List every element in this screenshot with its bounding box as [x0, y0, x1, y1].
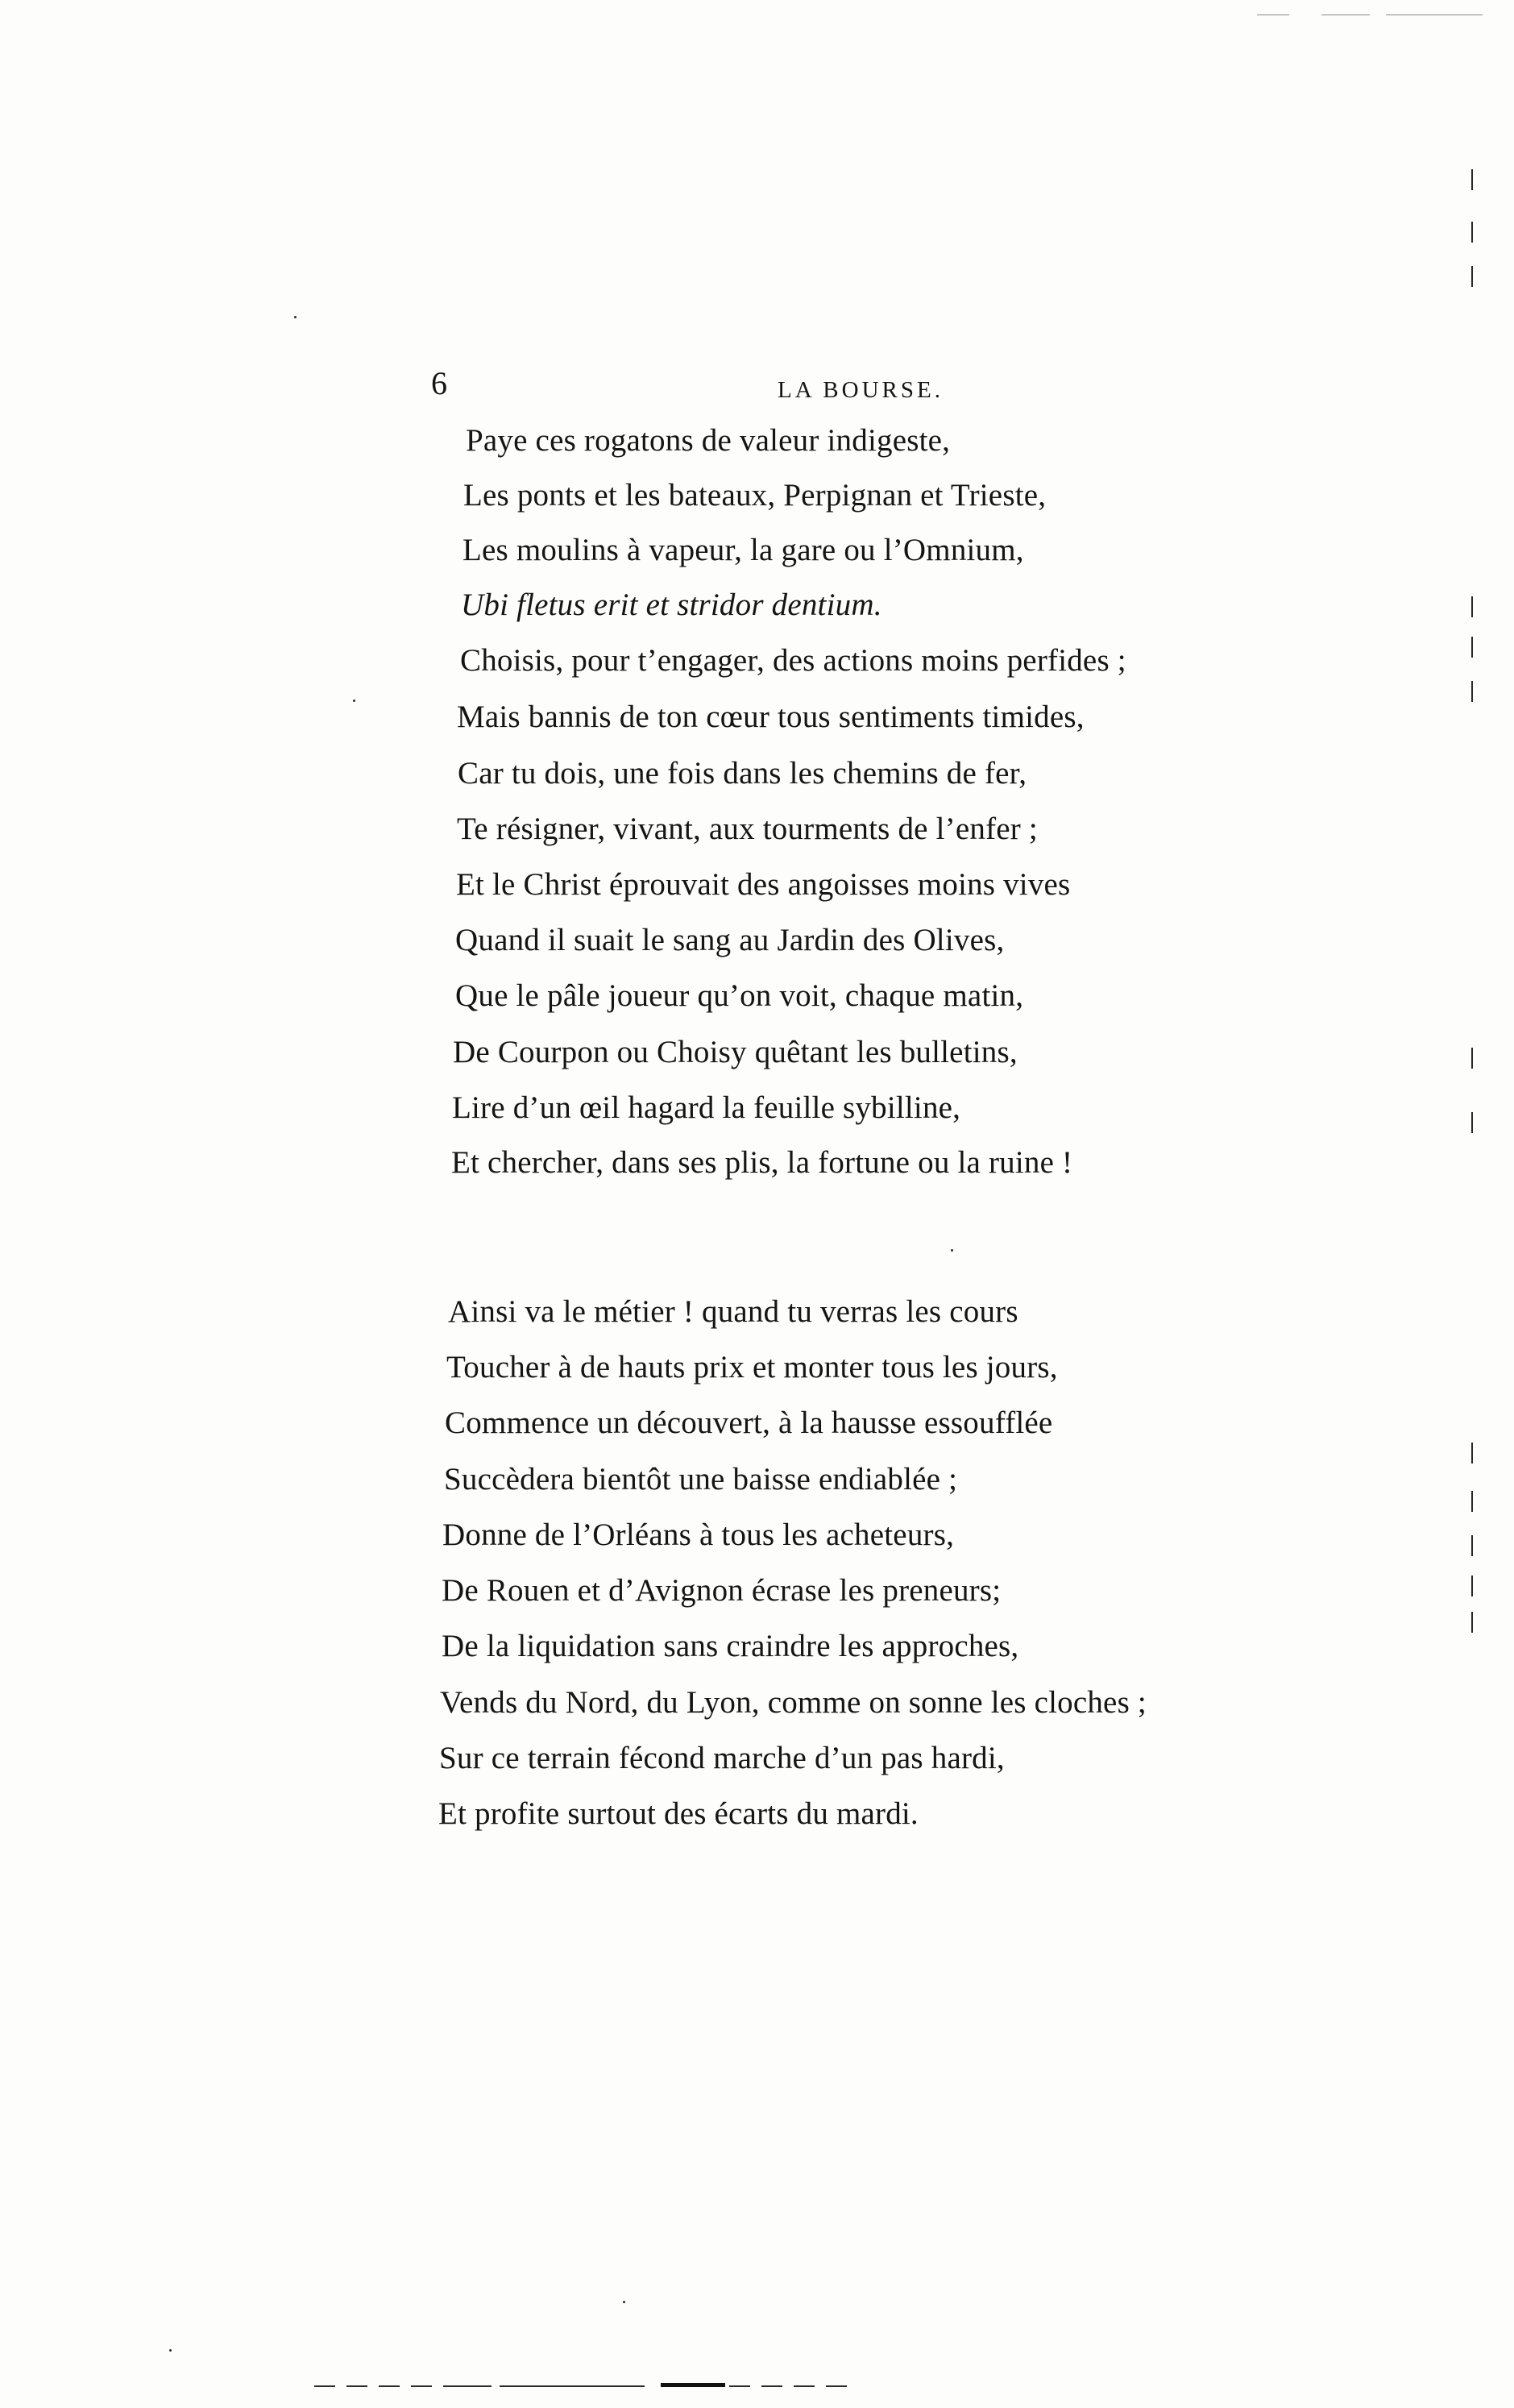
scan-mark [1471, 169, 1473, 190]
scan-mark [1471, 1612, 1473, 1633]
verse-line: Et le Christ éprouvait des angoisses moins vives [456, 867, 1071, 902]
scan-mark [826, 2385, 847, 2387]
verse-line: Ainsi va le métier ! quand tu verras les cours [448, 1294, 1018, 1329]
verse-line: De la liquidation sans craindre les approches, [442, 1629, 1019, 1663]
verse-line: Vends du Nord, du Lyon, comme on sonne les cloches ; [440, 1685, 1147, 1720]
verse-line: Car tu dois, une fois dans les chemins de fer, [458, 756, 1027, 791]
scan-mark [794, 2385, 815, 2387]
scan-mark [661, 2383, 725, 2387]
scan-mark [443, 2385, 492, 2387]
verse-line: Mais bannis de ton cœur tous sentiments timides, [457, 700, 1085, 734]
scan-speck [951, 1249, 953, 1252]
scan-mark [500, 2385, 645, 2387]
verse-line: Quand il suait le sang au Jardin des Olives, [455, 923, 1005, 957]
scan-speck [169, 2349, 172, 2352]
verse-line: Commence un découvert, à la hausse essoufflée [445, 1405, 1053, 1440]
verse-line-latin: Ubi fletus erit et stridor dentium. [461, 587, 882, 622]
verse-line: De Rouen et d’Avignon écrase les preneurs; [442, 1573, 1002, 1608]
scan-speck [294, 316, 297, 318]
verse-line: Choisis, pour t’engager, des actions moins perfides ; [460, 643, 1126, 678]
verse-line: Toucher à de hauts prix et monter tous les jours, [446, 1350, 1058, 1385]
scan-mark [411, 2385, 432, 2387]
scan-mark [379, 2385, 400, 2387]
running-title: LA BOURSE. [778, 377, 944, 403]
scan-mark [1471, 1535, 1473, 1556]
verse-line: Lire d’un œil hagard la feuille sybilline, [452, 1090, 961, 1125]
scan-mark [346, 2385, 367, 2387]
scan-mark [1471, 222, 1473, 243]
verse-line: Te résigner, vivant, aux tourments de l’enfer ; [457, 812, 1038, 846]
scan-mark [1471, 1112, 1473, 1133]
scan-mark [761, 2385, 782, 2387]
scan-mark [1471, 1048, 1473, 1069]
scan-mark [1471, 1576, 1473, 1596]
scan-mark [1471, 637, 1473, 658]
scan-mark [1471, 681, 1473, 702]
verse-line: Et profite surtout des écarts du mardi. [438, 1796, 919, 1831]
verse-line: Paye ces rogatons de valeur indigeste, [466, 423, 951, 458]
verse-line: Succèdera bientôt une baisse endiablée ; [444, 1462, 958, 1497]
verse-line: De Courpon ou Choisy quêtant les bulletins, [453, 1035, 1018, 1069]
scan-mark [1471, 1443, 1473, 1463]
scan-mark [1471, 1491, 1473, 1512]
page-number: 6 [431, 365, 447, 401]
verse-line: Les moulins à vapeur, la gare ou l’Omnium, [462, 533, 1024, 567]
verse-line: Et chercher, dans ses plis, la fortune ou la ruine ! [451, 1145, 1073, 1180]
verse-line: Donne de l’Orléans à tous les acheteurs, [442, 1517, 955, 1552]
scan-mark [1471, 266, 1473, 287]
scan-speck [353, 700, 355, 702]
verse-line: Que le pâle joueur qu’on voit, chaque matin, [455, 978, 1024, 1013]
scan-mark [729, 2385, 750, 2387]
verse-line: Sur ce terrain fécond marche d’un pas hardi, [439, 1741, 1005, 1775]
verse-line: Les ponts et les bateaux, Perpignan et Trieste, [463, 478, 1047, 513]
scan-mark [1471, 596, 1473, 617]
scan-speck [623, 2301, 625, 2303]
scan-mark [314, 2385, 335, 2387]
